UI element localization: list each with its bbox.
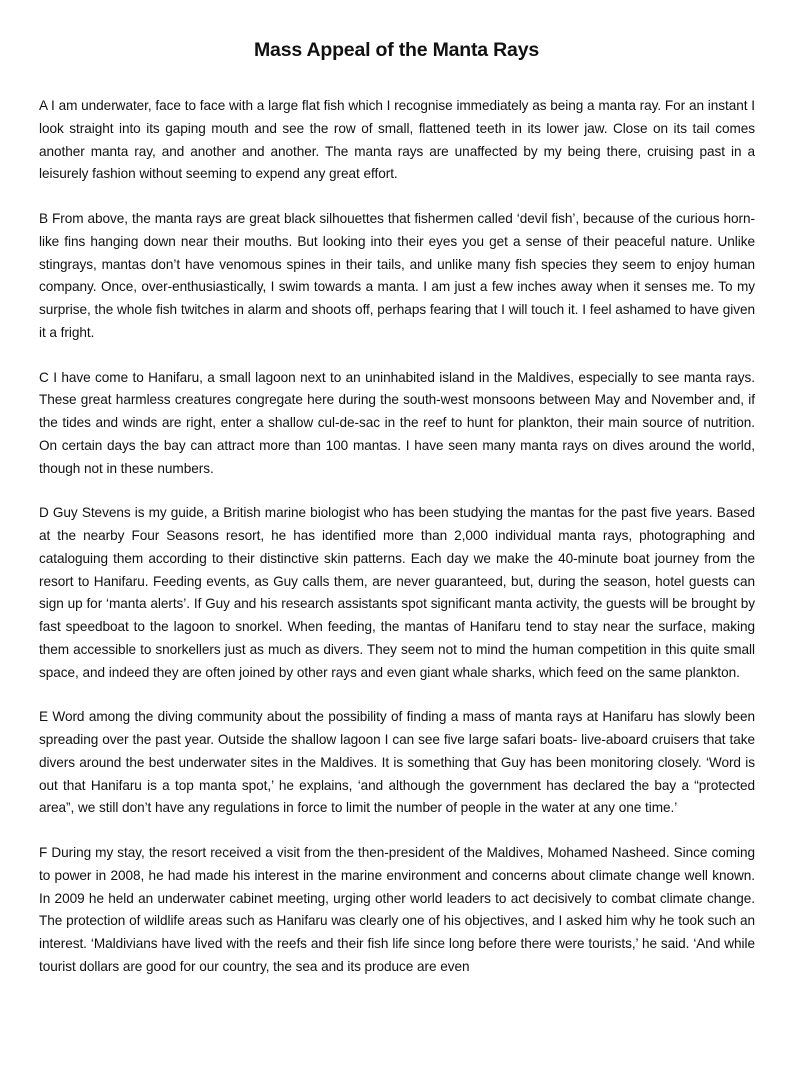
paragraph-c: C I have come to Hanifaru, a small lagoon next to an uninhabited island in the Maldives, especially to see manta rays. These great harmless creatures congregate here during the south-west monsoons between May and November and, if the tides and winds are right, enter a shallow cul-de-sac in the reef to hunt for plankton, their main source of nutrition. On certain days the bay can attract more than 100 mantas. I have seen many manta rays on dives around the world, though not in these numbers. xyxy=(39,369,755,476)
paragraph-a: A I am underwater, face to face with a large flat fish which I recognise immediately as being a manta ray. For an instant I look straight into its gaping mouth and see the row of small, flattened teeth in its lower jaw. Close on its tail comes another manta ray, and another and another. The manta rays are unaffected by my being there, cruising past in a leisurely fashion without seeming to expend any great effort. xyxy=(39,98,755,182)
paragraph-f: F During my stay, the resort received a visit from the then-president of the Maldives, Mohamed Nasheed. Since coming to power in 2008, he had made his interest in the marine environment and concerns about climate change well known. In 2009 he held an underwater cabinet meeting, urging other world leaders to act decisively to combat climate change. The protection of wildlife areas such as Hanifaru was clearly one of his objectives, and I asked him why he took such an interest. ‘Maldivians have lived with the reefs and their fish life since long before there were tourists,’ he said. ‘And while tourist dollars are good for our country, the sea and its produce are even xyxy=(39,845,755,974)
document-body xyxy=(39,95,755,1001)
paragraph-b: B From above, the manta rays are great black silhouettes that fishermen called ‘devil fish’, because of the curious horn-like fins hanging down near their mouths. But looking into their eyes you get a sense of their peaceful nature. Unlike stingrays, mantas don’t have venomous spines in their tails, and unlike many fish species they seem to enjoy human company. Once, over-enthusiastically, I swim towards a manta. I am just a few inches away when it senses me. To my surprise, the whole fish twitches in alarm and shoots off, perhaps fearing that I will touch it. I feel ashamed to have given it a fright. xyxy=(39,211,755,340)
paragraph-d: D Guy Stevens is my guide, a British marine biologist who has been studying the mantas for the past five years. Based at the nearby Four Seasons resort, he has identified more than 2,000 individual manta rays, photographing and cataloguing them according to their distinctive skin patterns. Each day we make the 40-minute boat journey from the resort to Hanifaru. Feeding events, as Guy calls them, are never guaranteed, but, during the season, hotel guests can sign up for ‘manta alerts’. If Guy and his research assistants spot significant manta activity, the guests will be brought by fast speedboat to the lagoon to snorkel. When feeding, the mantas of Hanifaru tend to stay near the surface, making them accessible to snorkellers just as much as divers. They seem not to mind the human competition in this quite small space, and indeed they are often joined by other rays and even giant whale sharks, which feed on the same plankton. xyxy=(39,505,755,680)
paragraph-e: E Word among the diving community about the possibility of finding a mass of manta rays at Hanifaru has slowly been spreading over the past year. Outside the shallow lagoon I can see five large safari boats- live-aboard cruisers that take divers around the best underwater sites in the Maldives. It is something that Guy has been monitoring closely. ‘Word is out that Hanifaru is a top manta spot,’ he explains, ‘and although the government has declared the bay a “protected area”, we still don’t have any regulations in force to limit the number of people in the water at any one time.’ xyxy=(39,709,755,816)
document-title: Mass Appeal of the Manta Rays xyxy=(254,39,539,61)
